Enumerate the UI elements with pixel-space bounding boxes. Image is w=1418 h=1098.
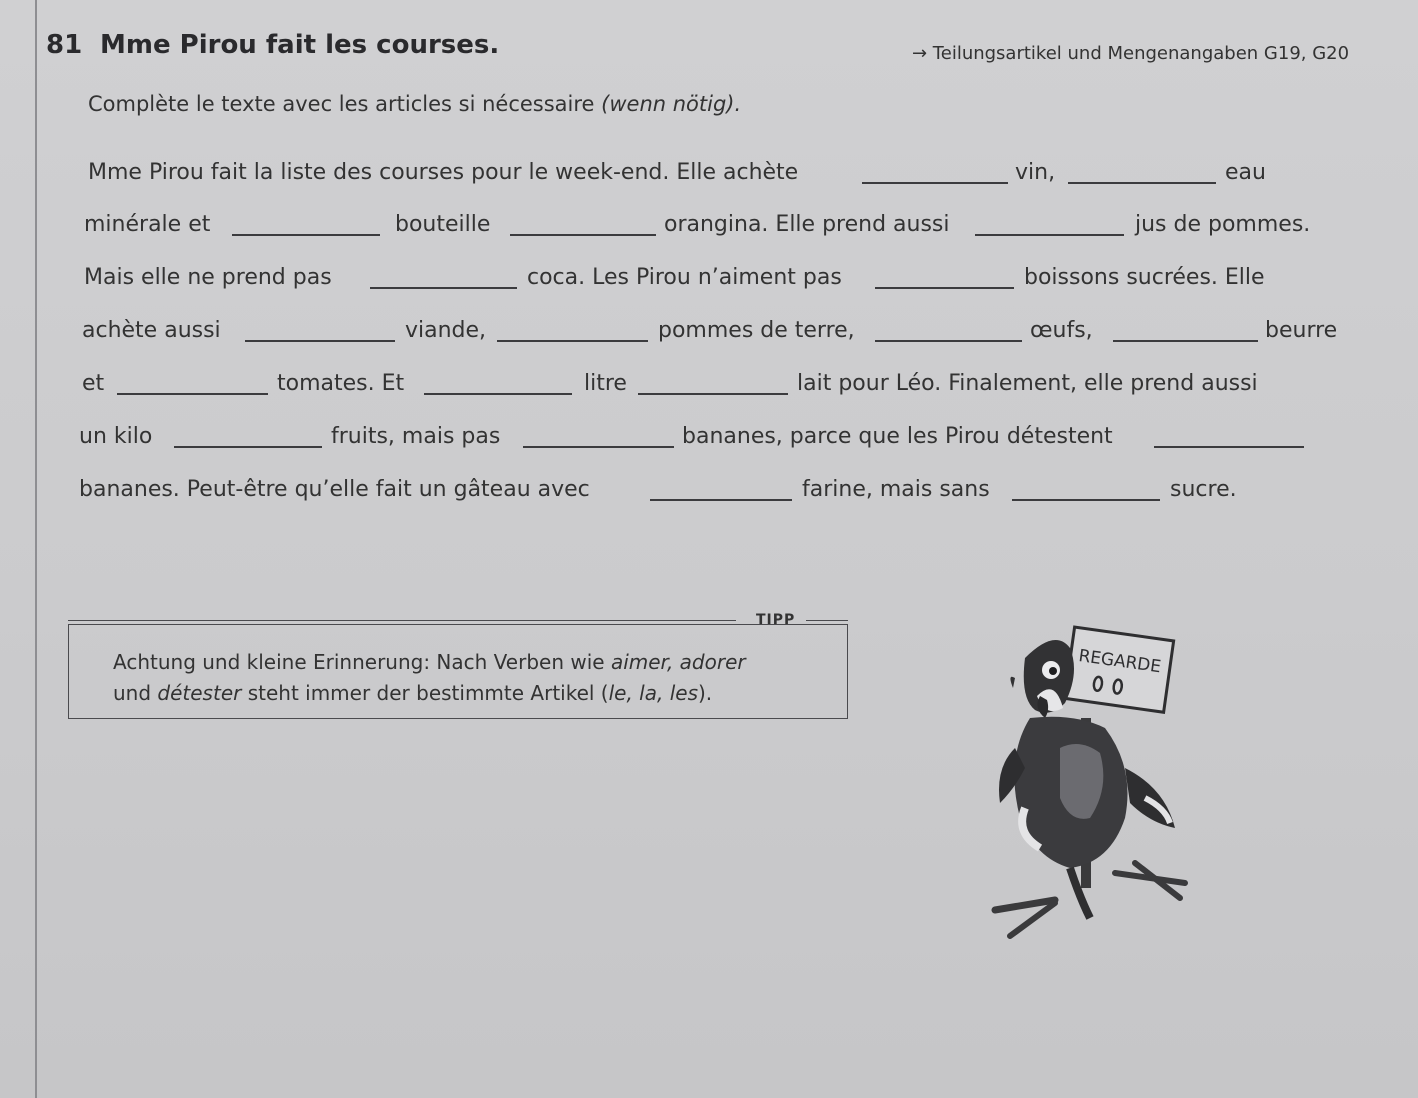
instruction-text: Complète le texte avec les articles si nécessaire [88, 92, 602, 116]
exercise-text-segment: bananes, parce que les Pirou détestent [682, 424, 1113, 449]
answer-blank[interactable] [638, 393, 788, 395]
tipp-line-1 [113, 650, 746, 674]
exercise-title: Mme Pirou fait les courses. [100, 30, 500, 60]
answer-blank[interactable] [862, 182, 1008, 184]
margin-line [35, 0, 37, 1098]
answer-blank[interactable] [497, 340, 648, 342]
exercise-text-segment: fruits, mais pas [331, 424, 501, 449]
tipp-line-1-text: Achtung und kleine Erinnerung: Nach Verben wie [113, 650, 611, 674]
tipp-label: TIPP [756, 612, 796, 628]
exercise-text-segment: œufs, [1030, 318, 1093, 343]
exercise-text-segment: achète aussi [82, 318, 221, 343]
answer-blank[interactable] [174, 446, 322, 448]
exercise-text-segment: beurre [1265, 318, 1338, 343]
exercise-text-segment: et [82, 371, 105, 396]
tipp-top-rule-right [806, 620, 848, 621]
answer-blank[interactable] [975, 234, 1124, 236]
parrot-icon [985, 618, 1205, 948]
tipp-line-2-a: und [113, 681, 158, 705]
tipp-verbs: aimer, adorer [610, 650, 746, 674]
exercise-text-segment: Mais elle ne prend pas [84, 265, 332, 290]
instruction-italic: (wenn nötig). [601, 92, 742, 116]
tipp-line-2-c: steht immer der bestimmte Artikel ( [241, 681, 609, 705]
exercise-text-segment: eau [1225, 160, 1266, 185]
exercise-text-segment: tomates. Et [277, 371, 405, 396]
tipp-articles: le, la, les [608, 681, 698, 705]
answer-blank[interactable] [370, 287, 517, 289]
answer-blank[interactable] [523, 446, 674, 448]
exercise-text-segment: vin, [1015, 160, 1056, 185]
exercise-text-segment: viande, [405, 318, 487, 343]
answer-blank[interactable] [424, 393, 572, 395]
answer-blank[interactable] [1012, 499, 1160, 501]
tipp-line-2-e: ). [698, 681, 713, 705]
exercise-text-segment: minérale et [84, 212, 211, 237]
tipp-line-2 [113, 681, 712, 705]
exercise-text-segment: farine, mais sans [802, 477, 990, 502]
exercise-text-segment: un kilo [79, 424, 153, 449]
exercise-text-segment: jus de pommes. [1135, 212, 1311, 237]
exercise-text-segment: lait pour Léo. Finalement, elle prend aussi [797, 371, 1258, 396]
answer-blank[interactable] [875, 287, 1014, 289]
tipp-verb-detester: détester [157, 681, 242, 705]
exercise-text-segment: boissons sucrées. Elle [1024, 265, 1265, 290]
exercise-text-segment: orangina. Elle prend aussi [664, 212, 950, 237]
tipp-top-rule [68, 620, 736, 621]
answer-blank[interactable] [232, 234, 380, 236]
answer-blank[interactable] [245, 340, 395, 342]
exercise-text-segment: coca. Les Pirou n’aiment pas [527, 265, 842, 290]
answer-blank[interactable] [1068, 182, 1216, 184]
exercise-text-segment: bouteille [395, 212, 491, 237]
exercise-text-segment: pommes de terre, [658, 318, 855, 343]
answer-blank[interactable] [650, 499, 792, 501]
sign-text: REGARDE [1077, 645, 1163, 678]
exercise-text-segment: litre [584, 371, 627, 396]
exercise-text-segment: bananes. Peut-être qu’elle fait un gâteau avec [79, 477, 590, 502]
instruction [88, 92, 741, 116]
exercise-number: 81 [46, 30, 83, 60]
exercise-text-segment: sucre. [1170, 477, 1237, 502]
exercise-text-segment: Mme Pirou fait la liste des courses pour le week-end. Elle achète [88, 160, 799, 185]
answer-blank[interactable] [510, 234, 656, 236]
answer-blank[interactable] [1154, 446, 1304, 448]
grammar-reference: → Teilungsartikel und Mengenangaben G19, G20 [912, 43, 1350, 64]
answer-blank[interactable] [1113, 340, 1258, 342]
answer-blank[interactable] [875, 340, 1022, 342]
answer-blank[interactable] [117, 393, 268, 395]
